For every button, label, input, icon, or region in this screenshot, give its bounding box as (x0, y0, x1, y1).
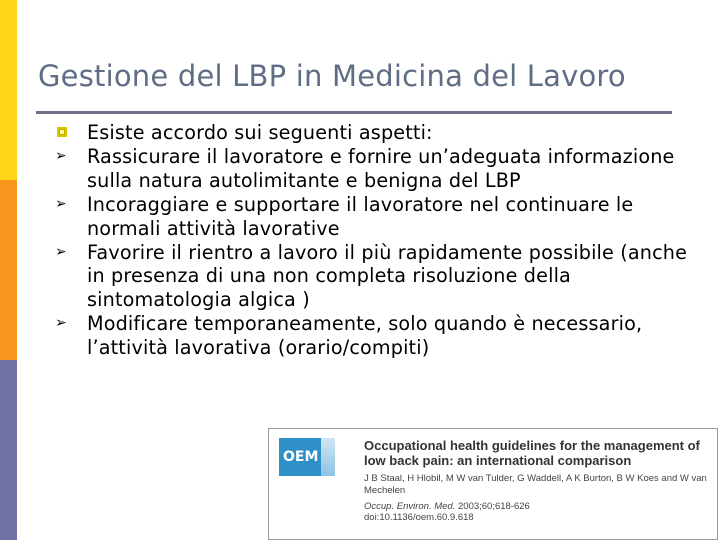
title-divider (36, 111, 672, 114)
bullet-text: Rassicurare il lavoratore e fornire un’adeguata informazione sulla natura autolimitante e benigna del LBP (87, 145, 675, 192)
bullet-text: Favorire il rientro a lavoro il più rapidamente possibile (anche in presenza di una non completa risoluzione della sintomatologia algica ) (87, 241, 688, 311)
reference-journal (364, 501, 709, 512)
side-bar-yellow (0, 0, 17, 180)
bullet-item (55, 145, 705, 192)
bullet-list (55, 121, 705, 360)
arrow-bullet-icon: ➢ (55, 244, 67, 261)
square-bullet-icon (55, 121, 75, 144)
arrow-bullet-icon: ➢ (55, 148, 67, 165)
slide-title: Gestione del LBP in Medicina del Lavoro (38, 59, 626, 93)
arrow-bullet-icon: ➢ (55, 196, 67, 213)
bullet-text: Modificare temporaneamente, solo quando è necessario, l’attività lavorativa (orario/compiti) (87, 312, 643, 359)
bullet-item (55, 241, 705, 311)
side-bar-orange (0, 180, 17, 360)
reference-authors: J B Staal, H Hlobil, M W van Tulder, G Waddell, A K Burton, B W Koes and W van Mechelen (364, 473, 707, 496)
bullet-item (55, 193, 705, 240)
journal-name: Occup. Environ. Med. (364, 501, 456, 512)
reference-card (268, 428, 718, 540)
bullet-item (55, 121, 705, 144)
oem-logo: OEM (279, 438, 335, 476)
reference-title: Occupational health guidelines for the management of low back pain: an international comparison (364, 438, 700, 468)
side-bar-purple (0, 360, 17, 540)
bullet-text: Esiste accordo sui seguenti aspetti: (87, 121, 433, 144)
bullet-text: Incoraggiare e supportare il lavoratore nel continuare le normali attività lavorative (87, 193, 634, 240)
journal-citation: 2003;60;618-626 (455, 501, 530, 512)
arrow-bullet-icon: ➢ (55, 315, 67, 332)
reference-doi: doi:10.1136/oem.60.9.618 (364, 512, 474, 523)
bullet-item (55, 312, 705, 359)
